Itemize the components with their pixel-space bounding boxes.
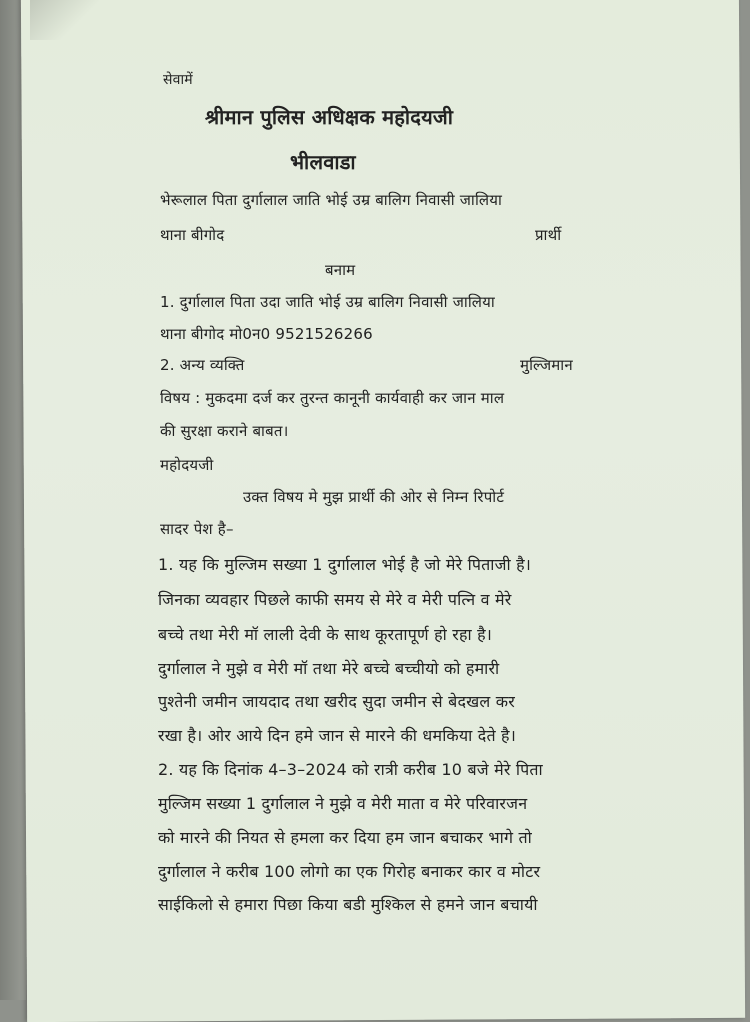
subject-line-2: की सुरक्षा कराने बाबत। (160, 422, 289, 440)
accused-1-line-1: 1. दुर्गालाल पिता उदा जाति भोई उम्र बालिग निवासी जालिया (160, 293, 495, 311)
paragraph-line: 1. यह कि मुल्जिम सख्या 1 दुर्गालाल भोई है जो मेरे पिताजी है। (158, 555, 532, 574)
addressee-title: श्रीमान पुलिस अधिक्षक महोदयजी (205, 105, 454, 129)
accused-2: 2. अन्य व्यक्ति (160, 356, 245, 374)
paragraph-line: पुश्तेनी जमीन जायदाद तथा खरीद सुदा जमीन से बेदखल कर (158, 692, 515, 711)
greeting: महोदयजी (160, 456, 214, 474)
paragraph-line: रखा है। ओर आये दिन हमे जान से मारने की धमकिया देते है। (158, 726, 517, 745)
petitioner-role: प्रार्थी (535, 226, 562, 244)
paragraph-line: जिनका व्यवहार पिछले काफी समय से मेरे व मेरी पत्नि व मेरे (158, 590, 512, 609)
paragraph-line: दुर्गालाल ने करीब 100 लोगो का एक गिरोह बनाकर कार व मोटर (158, 862, 541, 881)
accused-1-line-2: थाना बीगोद मो0न0 9521526266 (160, 325, 373, 343)
salutation: सेवामें (163, 72, 193, 88)
addressee-place: भीलवाडा (290, 150, 356, 174)
petitioner-line-1: भेरूलाल पिता दुर्गालाल जाति भोई उम्र बालिग निवासी जालिया (160, 191, 503, 209)
paragraph-line: मुल्जिम सख्या 1 दुर्गालाल ने मुझे व मेरी माता व मेरे परिवारजन (158, 794, 528, 813)
paragraph-line: साईकिलो से हमारा पिछा किया बडी मुश्किल से हमने जान बचायी (158, 895, 538, 914)
petitioner-line-2: थाना बीगोद (160, 226, 225, 244)
paragraph-line: दुर्गालाल ने मुझे व मेरी मॉ तथा मेरे बच्चे बच्चीयो को हमारी (158, 659, 500, 678)
paragraph-line: बच्चे तथा मेरी मॉ लाली देवी के साथ कूरतापूर्ण हो रहा है। (158, 625, 493, 644)
intro-line-2: सादर पेश है– (160, 520, 234, 538)
paragraph-line: को मारने की नियत से हमला कर दिया हम जान बचाकर भागे तो (158, 828, 532, 847)
subject-line-1: विषय : मुकदमा दर्ज कर तुरन्त कानूनी कार्यवाही कर जान माल (160, 389, 505, 407)
paragraph-line: 2. यह कि दिनांक 4–3–2024 को रात्री करीब 10 बजे मेरे पिता (158, 760, 543, 779)
intro-line-1: उक्त विषय मे मुझ प्रार्थी की ओर से निम्न रिपोर्ट (243, 488, 505, 506)
accused-role: मुल्जिमान (520, 356, 573, 374)
versus-label: बनाम (325, 261, 356, 279)
page-shadow (30, 0, 110, 40)
